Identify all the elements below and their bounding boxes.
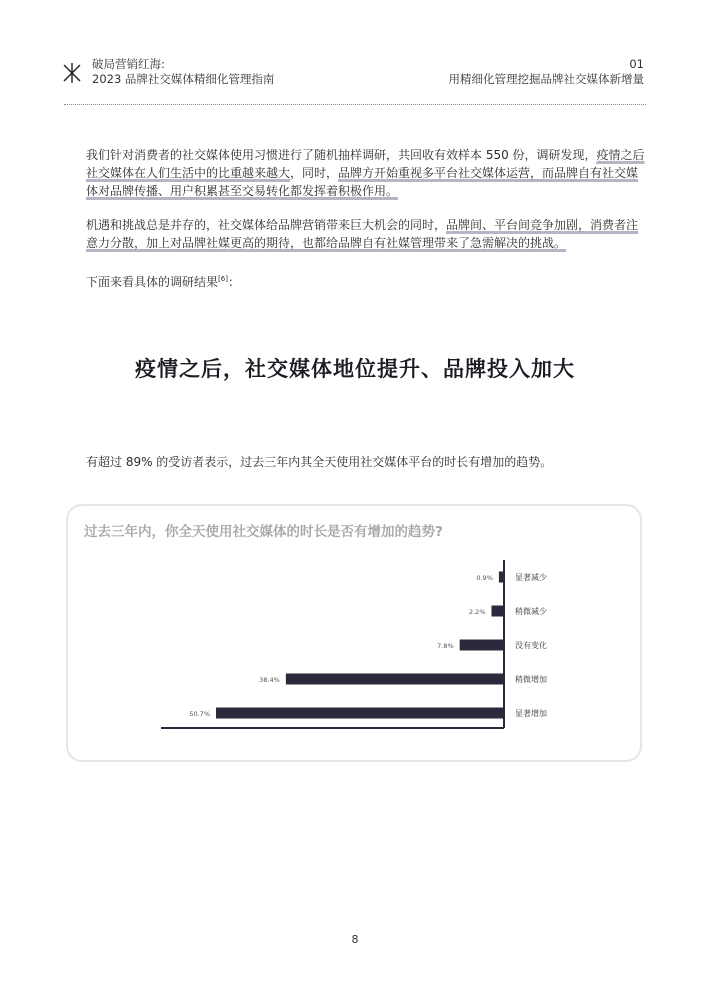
bar-value-label-3: 7.8% bbox=[437, 642, 454, 650]
bar-4 bbox=[286, 674, 504, 685]
paragraph-survey-connector: ，同时， bbox=[290, 166, 339, 180]
section-heading: 疫情之后，社交媒体地位提升、品牌投入加大 bbox=[135, 357, 575, 381]
citation-reference: [6] bbox=[218, 275, 228, 283]
header-chapter-number: 01 bbox=[629, 57, 644, 71]
asterisk-logo-icon bbox=[62, 63, 82, 83]
bar-value-label-2: 2.2% bbox=[468, 608, 486, 616]
chart-title: 过去三年内，你全天使用社交媒体的时长是否有增加的趋势? bbox=[84, 524, 443, 540]
paragraph-survey bbox=[86, 146, 646, 200]
paragraph-survey-text: 我们针对消费者的社交媒体使用习惯进行了随机抽样调研，共回收有效样本 550 份，调研发现， bbox=[86, 148, 597, 162]
results-intro-colon: ： bbox=[227, 275, 240, 289]
category-label-2: 稍微减少 bbox=[515, 607, 547, 616]
paragraph-survey-highlight-2: 品牌方开始重视多平台社交媒体运营，而品牌自有社交媒体对品牌传播、用户积累甚至交易转化都发挥着积极作用。 bbox=[86, 166, 639, 198]
page-number: 8 bbox=[351, 933, 359, 946]
bar-value-label-4: 38.4% bbox=[259, 676, 280, 684]
bar-1 bbox=[499, 572, 504, 583]
header-chapter-title: 用精细化管理挖掘品牌社交媒体新增量 bbox=[448, 72, 644, 86]
chart-card bbox=[66, 504, 642, 762]
category-label-3: 没有变化 bbox=[515, 641, 547, 650]
header-divider bbox=[64, 104, 646, 105]
paragraph-challenges-highlight: 品牌间、平台间竞争加剧，消费者注意力分散，加上对品牌社媒更高的期待，也都给品牌自有社媒管理带来了急需解决的挑战。 bbox=[86, 218, 639, 250]
category-label-4: 稍微增加 bbox=[515, 675, 547, 684]
category-label-1: 显著减少 bbox=[515, 573, 547, 582]
paragraph-challenges-text: 机遇和挑战总是并存的，社交媒体给品牌营销带来巨大机会的同时， bbox=[86, 218, 447, 232]
bar-3 bbox=[460, 640, 504, 651]
paragraph-challenges bbox=[86, 216, 646, 252]
results-intro-text: 下面来看具体的调研结果 bbox=[86, 275, 219, 289]
bar-2 bbox=[492, 606, 504, 617]
bar-value-label-5: 50.7% bbox=[189, 710, 210, 718]
category-label-5: 显著增加 bbox=[515, 709, 547, 718]
paragraph-results-intro bbox=[86, 270, 646, 291]
bar-value-label-1: 0.9% bbox=[476, 574, 493, 582]
bar-5 bbox=[216, 708, 504, 719]
header-title-line1: 破局营销红海: bbox=[92, 57, 165, 71]
bar-chart bbox=[68, 506, 640, 760]
paragraph-survey-highlight-1: 疫情之后社交媒体在人们生活中的比重越来越大 bbox=[86, 148, 645, 180]
page-header bbox=[0, 0, 710, 110]
header-title-line2: 2023 品牌社交媒体精细化管理指南 bbox=[92, 72, 275, 86]
chart-intro-text: 有超过 89% 的受访者表示，过去三年内其全天使用社交媒体平台的时长有增加的趋势。 bbox=[86, 455, 553, 469]
header-chapter bbox=[449, 57, 645, 87]
header-report-title bbox=[92, 57, 274, 87]
